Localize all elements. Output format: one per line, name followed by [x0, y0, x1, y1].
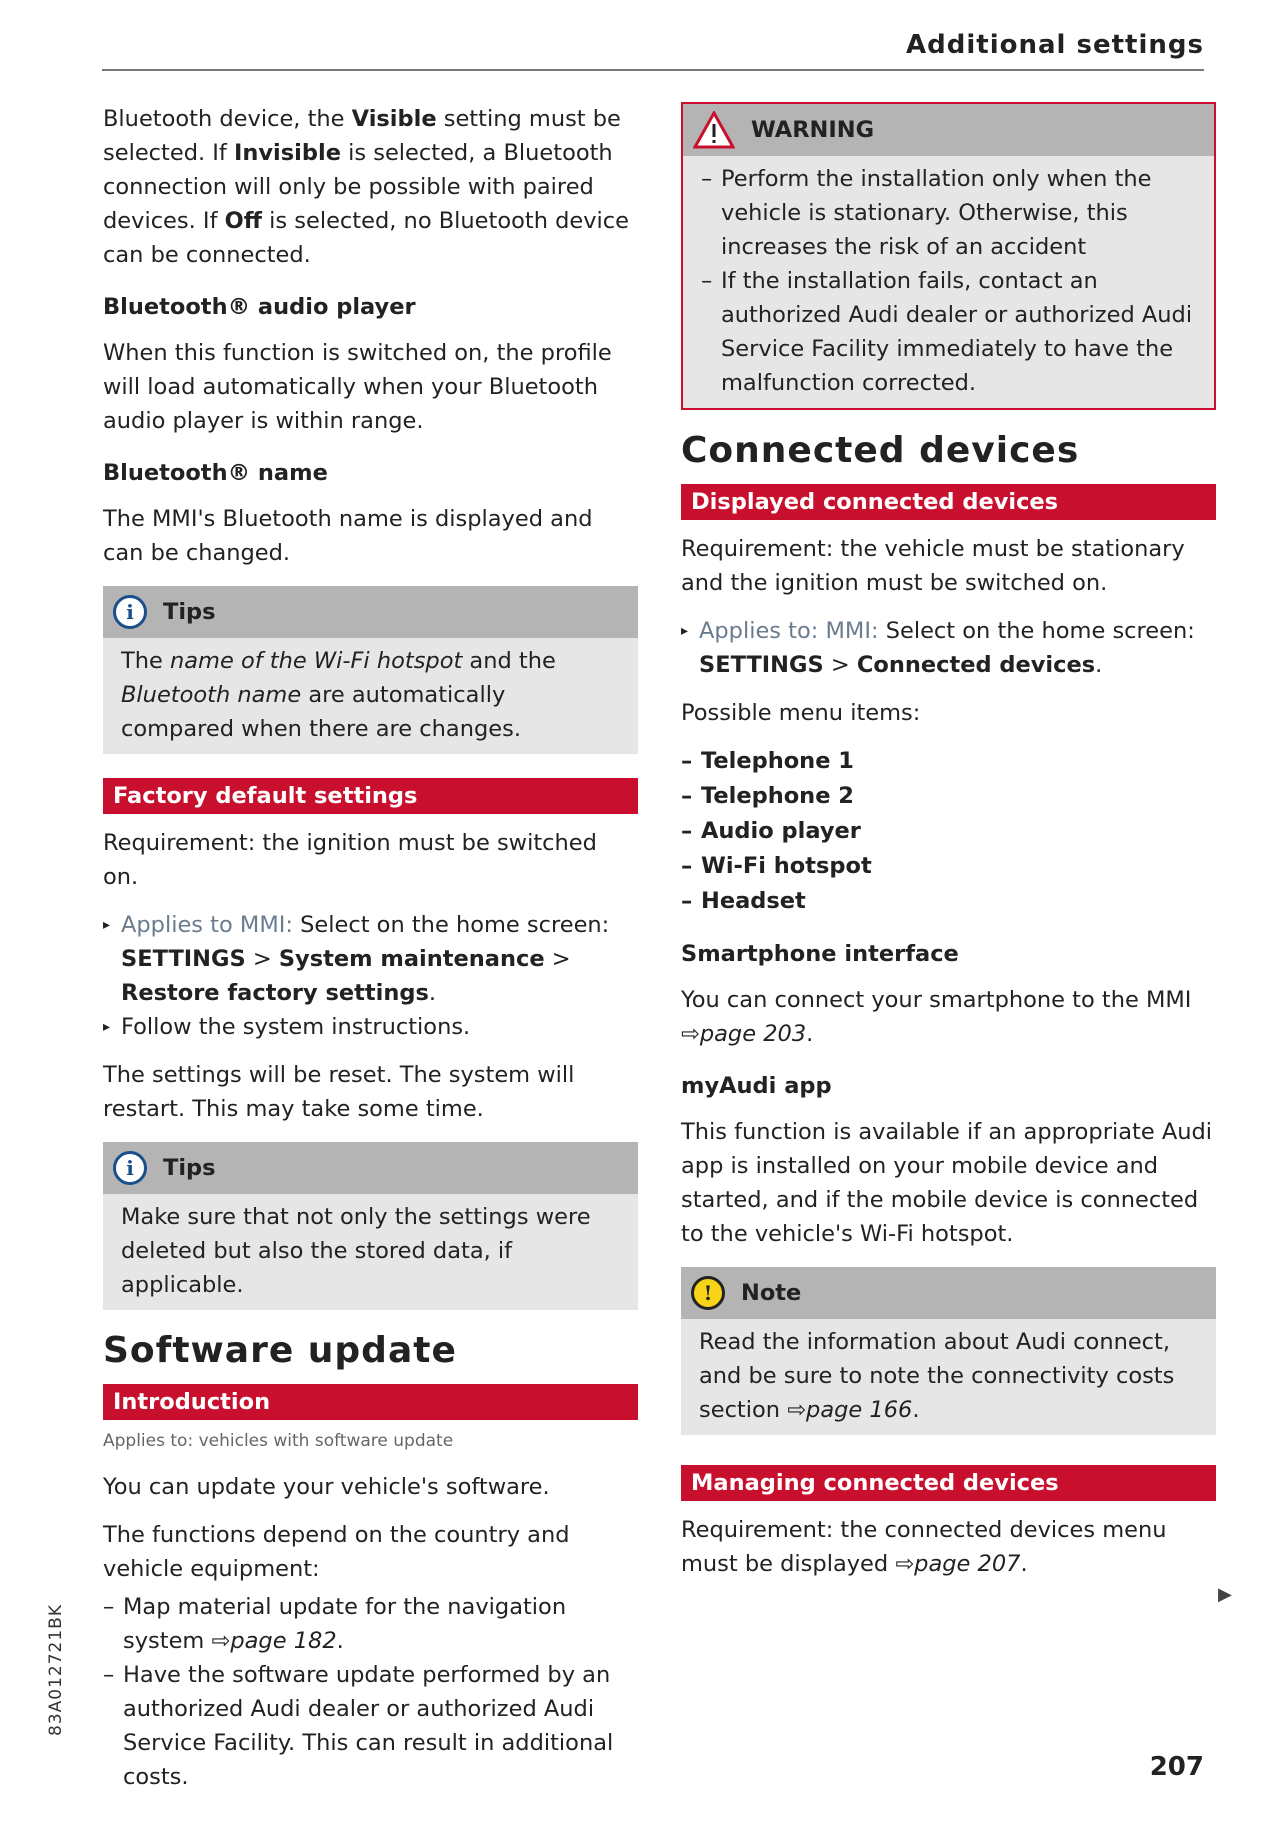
- info-icon: i: [113, 1151, 147, 1185]
- page-ref-link[interactable]: ⇨page 203: [681, 1021, 807, 1047]
- term-bluetooth-name: Bluetooth name: [121, 682, 302, 708]
- list-item: [103, 1590, 638, 1658]
- dash-icon: –: [681, 853, 693, 879]
- factory-default-bar: Factory default settings: [103, 778, 638, 814]
- menu-path-connected-devices: Connected devices: [856, 652, 1096, 678]
- text: Select on the home screen:: [292, 912, 610, 938]
- possible-items-label: Possible menu items:: [681, 700, 921, 726]
- tips-box: [103, 1142, 638, 1310]
- list-item-text: Perform the installation only when the vehicle is stationary. Otherwise, this increases the risk of an accident: [721, 166, 1152, 260]
- smartphone-text: [681, 983, 1216, 1051]
- list-item-text: Have the software update performed by an authorized Audi dealer or authorized Audi Service Facility. This can result in additional costs.: [123, 1662, 614, 1790]
- exclamation-icon: !: [691, 1276, 725, 1310]
- text: .: [1095, 652, 1103, 678]
- text: .: [336, 1628, 344, 1654]
- note-title: Note: [741, 1280, 802, 1306]
- menu-item-telephone-2: Telephone 2: [701, 783, 854, 809]
- dash-icon: –: [103, 1662, 115, 1688]
- connected-step: [681, 614, 1216, 682]
- term-visible: Visible: [351, 106, 437, 132]
- dash-icon: –: [681, 783, 693, 809]
- step-arrow-icon: ▸: [103, 917, 111, 933]
- info-icon: i: [113, 595, 147, 629]
- list-item: [681, 744, 1216, 779]
- list-item: [681, 849, 1216, 884]
- text: are automatically compared when there are changes.: [121, 682, 521, 742]
- bluetooth-name-heading: Bluetooth® name: [103, 460, 328, 486]
- connected-requirement: Requirement: the vehicle must be stationary and the ignition must be switched on.: [681, 536, 1185, 596]
- tips-body: [103, 638, 638, 754]
- menu-item-audio-player: Audio player: [701, 818, 861, 844]
- factory-result: The settings will be reset. The system will restart. This may take some time.: [103, 1062, 575, 1122]
- tips-title: Tips: [163, 599, 216, 625]
- factory-step-2: [103, 1010, 638, 1044]
- introduction-bar: Introduction: [103, 1384, 638, 1420]
- tips-body: Make sure that not only the settings were deleted but also the stored data, if applicable.: [121, 1204, 591, 1298]
- step-text: Follow the system instructions.: [121, 1014, 471, 1040]
- text: You can connect your smartphone to the MMI: [681, 987, 1192, 1013]
- text: .: [428, 980, 437, 1006]
- software-functions: The functions depend on the country and vehicle equipment:: [103, 1522, 570, 1582]
- text: Map material update for the navigation system: [123, 1594, 567, 1654]
- bluetooth-name-text: The MMI's Bluetooth name is displayed and can be changed.: [103, 506, 593, 566]
- page-ref-link[interactable]: ⇨page 166: [787, 1397, 913, 1423]
- menu-item-telephone-1: Telephone 1: [701, 748, 854, 774]
- displayed-devices-bar: Displayed connected devices: [681, 484, 1216, 520]
- warning-body: [683, 156, 1214, 408]
- text: is selected, no Bluetooth device can be connected.: [103, 208, 630, 268]
- dash-icon: –: [103, 1594, 115, 1620]
- menu-path-settings: SETTINGS: [121, 946, 246, 972]
- page-ref-link[interactable]: ⇨page 182: [211, 1628, 337, 1654]
- myaudi-text: This function is available if an appropriate Audi app is installed on your mobile device and started, and if the mobile device is connected to the vehicle's Wi-Fi hotspot.: [681, 1119, 1213, 1247]
- step-arrow-icon: ▸: [681, 623, 689, 639]
- dash-icon: –: [701, 268, 713, 294]
- warning-box: [681, 102, 1216, 410]
- list-item: [681, 884, 1216, 919]
- list-item-text: [123, 1590, 638, 1658]
- tips-box-header: [103, 1142, 638, 1194]
- term-invisible: Invisible: [234, 140, 341, 166]
- menu-path-restore: Restore factory settings: [121, 980, 429, 1006]
- tips-box: [103, 586, 638, 754]
- myaudi-heading: myAudi app: [681, 1073, 832, 1099]
- step-text: [699, 614, 1216, 682]
- term-off: Off: [224, 208, 262, 234]
- warning-triangle-icon: [693, 111, 735, 149]
- page-number: 207: [1149, 1752, 1204, 1782]
- text: Requirement: the connected devices menu must be displayed: [681, 1517, 1167, 1577]
- separator: >: [823, 652, 857, 678]
- text: Bluetooth device, the: [103, 106, 352, 132]
- warning-box-header: [683, 104, 1214, 156]
- menu-item-headset: Headset: [701, 888, 806, 914]
- applies-to-link[interactable]: Applies to MMI:: [121, 912, 293, 938]
- managing-text: [681, 1513, 1216, 1581]
- applies-to-link[interactable]: Applies to: MMI:: [699, 618, 879, 644]
- list-item: [103, 1658, 638, 1794]
- list-item: [701, 264, 1196, 400]
- step-arrow-icon: ▸: [103, 1019, 111, 1035]
- menu-items-list: [681, 744, 1216, 919]
- text: .: [912, 1397, 920, 1423]
- bluetooth-visibility-paragraph: [103, 102, 638, 272]
- tips-title: Tips: [163, 1155, 216, 1181]
- text: Select on the home screen:: [878, 618, 1195, 644]
- separator: >: [245, 946, 279, 972]
- text: .: [1020, 1551, 1028, 1577]
- text: and the: [462, 648, 556, 674]
- dash-icon: –: [701, 166, 713, 192]
- audio-player-heading: Bluetooth® audio player: [103, 294, 416, 320]
- term-hotspot-name: name of the Wi-Fi hotspot: [170, 648, 463, 674]
- dash-icon: –: [681, 818, 693, 844]
- dash-icon: –: [681, 888, 693, 914]
- note-box: [681, 1267, 1216, 1435]
- audio-player-text: When this function is switched on, the profile will load automatically when your Bluetooth audio player is within range.: [103, 340, 612, 434]
- right-column: [681, 102, 1216, 1595]
- smartphone-heading: Smartphone interface: [681, 941, 959, 967]
- list-item: [681, 779, 1216, 814]
- continue-arrow-icon: ▶: [1218, 1584, 1232, 1605]
- header-rule: [102, 69, 1204, 71]
- separator: >: [544, 946, 571, 972]
- applies-to-note: Applies to: vehicles with software update: [103, 1431, 454, 1451]
- header-title: Additional settings: [906, 30, 1204, 60]
- note-box-header: [681, 1267, 1216, 1319]
- software-update-heading: Software update: [103, 1330, 457, 1371]
- step-text: [121, 908, 638, 1010]
- left-column: [103, 102, 638, 1794]
- page-ref-link[interactable]: ⇨page 207: [895, 1551, 1021, 1577]
- list-item: [681, 814, 1216, 849]
- factory-step-1: [103, 908, 638, 1010]
- tips-box-header: [103, 586, 638, 638]
- note-body: [681, 1319, 1216, 1435]
- factory-requirement: Requirement: the ignition must be switched on.: [103, 830, 597, 890]
- connected-devices-heading: Connected devices: [681, 430, 1080, 471]
- list-item: [701, 162, 1196, 264]
- text: .: [806, 1021, 814, 1047]
- menu-path-settings: SETTINGS: [699, 652, 824, 678]
- dash-icon: –: [681, 748, 693, 774]
- text: The: [121, 648, 170, 674]
- managing-devices-bar: Managing connected devices: [681, 1465, 1216, 1501]
- warning-title: WARNING: [751, 117, 875, 143]
- menu-path-system-maintenance: System maintenance: [278, 946, 545, 972]
- software-intro: You can update your vehicle's software.: [103, 1474, 550, 1500]
- menu-item-wifi-hotspot: Wi-Fi hotspot: [701, 853, 872, 879]
- text: is selected, a Bluetooth connection will only be possible with paired devices. If: [103, 140, 613, 234]
- text: setting must be selected. If: [103, 106, 621, 166]
- text: Read the information about Audi connect, and be sure to note the connectivity costs section: [699, 1329, 1175, 1423]
- list-item-text: If the installation fails, contact an authorized Audi dealer or authorized Audi Service Facility immediately to have the malfunction corrected.: [721, 268, 1193, 396]
- document-code: 83A012721BK: [46, 1604, 66, 1736]
